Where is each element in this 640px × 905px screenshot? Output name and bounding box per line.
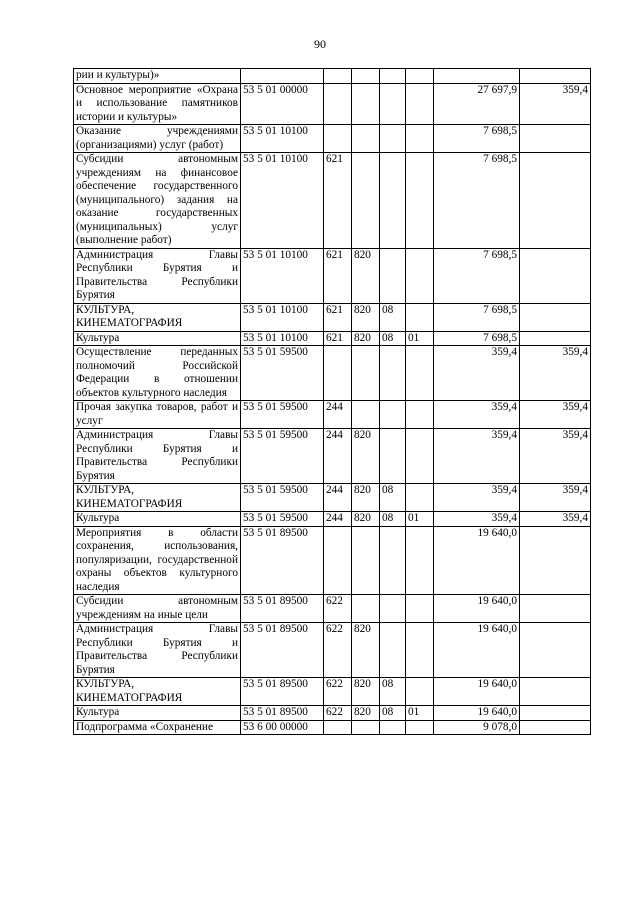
row-grbs-cell: 820 xyxy=(352,484,380,512)
row-grbs-cell: 820 xyxy=(352,623,380,678)
row-sum2-cell: 359,4 xyxy=(520,346,591,401)
row-rz-cell xyxy=(380,429,406,484)
table-row xyxy=(74,401,591,429)
row-sum1-cell: 19 640,0 xyxy=(434,595,520,623)
row-vr-cell: 244 xyxy=(324,429,352,484)
row-sum2-cell xyxy=(520,623,591,678)
table-row xyxy=(74,153,591,249)
row-name-cell: Осуществление переданных полномочий Российской Федерации в отношении объектов культурного наследия xyxy=(74,346,241,401)
row-grbs-cell: 820 xyxy=(352,429,380,484)
row-grbs-cell xyxy=(352,153,380,249)
row-code-cell: 53 5 01 89500 xyxy=(241,595,324,623)
row-sum1-cell: 359,4 xyxy=(434,429,520,484)
row-pr-cell xyxy=(406,153,434,249)
row-vr-cell: 621 xyxy=(324,153,352,249)
table-row xyxy=(74,706,591,721)
row-vr-cell: 244 xyxy=(324,484,352,512)
row-name-cell: КУЛЬТУРА, КИНЕМАТОГРАФИЯ xyxy=(74,303,241,331)
row-name-cell: Культура xyxy=(74,331,241,346)
row-grbs-cell xyxy=(352,125,380,153)
row-pr-cell xyxy=(406,83,434,125)
row-pr-cell xyxy=(406,484,434,512)
table-row xyxy=(74,248,591,303)
row-grbs-cell xyxy=(352,69,380,84)
row-vr-cell xyxy=(324,346,352,401)
row-rz-cell: 08 xyxy=(380,678,406,706)
row-rz-cell: 08 xyxy=(380,706,406,721)
row-name-cell: Подпрограмма «Сохранение xyxy=(74,720,241,735)
row-grbs-cell xyxy=(352,401,380,429)
row-vr-cell xyxy=(324,69,352,84)
row-grbs-cell: 820 xyxy=(352,303,380,331)
row-code-cell: 53 5 01 89500 xyxy=(241,623,324,678)
row-sum2-cell xyxy=(520,69,591,84)
row-vr-cell: 621 xyxy=(324,331,352,346)
table-row xyxy=(74,595,591,623)
row-sum2-cell xyxy=(520,678,591,706)
row-sum2-cell: 359,4 xyxy=(520,83,591,125)
row-name-cell: КУЛЬТУРА, КИНЕМАТОГРАФИЯ xyxy=(74,678,241,706)
row-pr-cell xyxy=(406,346,434,401)
table-row xyxy=(74,720,591,735)
row-name-cell: Основное мероприятие «Охрана и использование памятников истории и культуры» xyxy=(74,83,241,125)
row-sum2-cell: 359,4 xyxy=(520,484,591,512)
row-rz-cell xyxy=(380,595,406,623)
row-rz-cell: 08 xyxy=(380,331,406,346)
row-sum2-cell xyxy=(520,248,591,303)
row-sum2-cell xyxy=(520,331,591,346)
row-sum1-cell: 7 698,5 xyxy=(434,331,520,346)
row-vr-cell: 244 xyxy=(324,512,352,527)
table-row xyxy=(74,69,591,84)
row-sum1-cell xyxy=(434,69,520,84)
row-code-cell: 53 5 01 10100 xyxy=(241,125,324,153)
row-name-cell: КУЛЬТУРА, КИНЕМАТОГРАФИЯ xyxy=(74,484,241,512)
row-rz-cell xyxy=(380,83,406,125)
row-name-cell: Администрация Главы Республики Бурятия и Правительства Республики Бурятия xyxy=(74,248,241,303)
row-rz-cell: 08 xyxy=(380,303,406,331)
row-vr-cell xyxy=(324,125,352,153)
row-vr-cell: 622 xyxy=(324,595,352,623)
table-row xyxy=(74,331,591,346)
row-sum1-cell: 19 640,0 xyxy=(434,526,520,595)
table-row xyxy=(74,303,591,331)
row-code-cell: 53 5 01 89500 xyxy=(241,678,324,706)
row-vr-cell: 621 xyxy=(324,303,352,331)
row-sum1-cell: 27 697,9 xyxy=(434,83,520,125)
row-code-cell: 53 6 00 00000 xyxy=(241,720,324,735)
row-sum2-cell: 359,4 xyxy=(520,429,591,484)
row-pr-cell xyxy=(406,401,434,429)
row-sum2-cell: 359,4 xyxy=(520,401,591,429)
row-code-cell: 53 5 01 89500 xyxy=(241,706,324,721)
table-row xyxy=(74,623,591,678)
row-rz-cell: 08 xyxy=(380,484,406,512)
row-pr-cell xyxy=(406,125,434,153)
table-row xyxy=(74,429,591,484)
row-grbs-cell: 820 xyxy=(352,678,380,706)
row-code-cell: 53 5 01 10100 xyxy=(241,303,324,331)
row-sum1-cell: 9 078,0 xyxy=(434,720,520,735)
row-code-cell: 53 5 01 10100 xyxy=(241,153,324,249)
table-row xyxy=(74,526,591,595)
row-rz-cell xyxy=(380,623,406,678)
row-grbs-cell xyxy=(352,526,380,595)
row-pr-cell xyxy=(406,678,434,706)
row-sum1-cell: 19 640,0 xyxy=(434,706,520,721)
row-pr-cell xyxy=(406,526,434,595)
row-pr-cell: 01 xyxy=(406,706,434,721)
row-pr-cell: 01 xyxy=(406,331,434,346)
row-rz-cell xyxy=(380,526,406,595)
row-vr-cell xyxy=(324,83,352,125)
table-row xyxy=(74,512,591,527)
budget-table-body xyxy=(74,69,591,735)
row-rz-cell xyxy=(380,401,406,429)
page-number: 90 xyxy=(314,37,326,51)
row-vr-cell xyxy=(324,526,352,595)
row-sum1-cell: 7 698,5 xyxy=(434,303,520,331)
row-sum1-cell: 7 698,5 xyxy=(434,248,520,303)
table-row xyxy=(74,484,591,512)
row-name-cell: Культура xyxy=(74,706,241,721)
row-pr-cell xyxy=(406,595,434,623)
row-name-cell: Прочая закупка товаров, работ и услуг xyxy=(74,401,241,429)
row-sum1-cell: 19 640,0 xyxy=(434,678,520,706)
row-vr-cell: 244 xyxy=(324,401,352,429)
row-vr-cell: 621 xyxy=(324,248,352,303)
row-vr-cell xyxy=(324,720,352,735)
row-grbs-cell: 820 xyxy=(352,706,380,721)
row-sum2-cell xyxy=(520,125,591,153)
row-rz-cell xyxy=(380,69,406,84)
table-row xyxy=(74,346,591,401)
row-grbs-cell xyxy=(352,346,380,401)
row-name-cell: Администрация Главы Республики Бурятия и Правительства Республики Бурятия xyxy=(74,623,241,678)
row-grbs-cell xyxy=(352,595,380,623)
row-vr-cell: 622 xyxy=(324,623,352,678)
row-name-cell: Субсидии автономным учреждениям на финансовое обеспечение государственного (муниципального) задания на оказание государственных (муниципальных) услуг (выполнение работ) xyxy=(74,153,241,249)
row-code-cell: 53 5 01 59500 xyxy=(241,512,324,527)
row-rz-cell: 08 xyxy=(380,512,406,527)
row-rz-cell xyxy=(380,153,406,249)
row-rz-cell xyxy=(380,248,406,303)
row-grbs-cell: 820 xyxy=(352,248,380,303)
row-pr-cell xyxy=(406,429,434,484)
row-sum1-cell: 359,4 xyxy=(434,512,520,527)
table-row xyxy=(74,678,591,706)
row-code-cell xyxy=(241,69,324,84)
row-pr-cell xyxy=(406,623,434,678)
row-code-cell: 53 5 01 59500 xyxy=(241,484,324,512)
row-code-cell: 53 5 01 89500 xyxy=(241,526,324,595)
row-sum1-cell: 359,4 xyxy=(434,401,520,429)
row-sum2-cell: 359,4 xyxy=(520,512,591,527)
row-name-cell: Культура xyxy=(74,512,241,527)
row-pr-cell xyxy=(406,69,434,84)
row-grbs-cell xyxy=(352,83,380,125)
row-sum2-cell xyxy=(520,706,591,721)
row-name-cell: Субсидии автономным учреждениям на иные цели xyxy=(74,595,241,623)
row-sum1-cell: 359,4 xyxy=(434,484,520,512)
row-sum2-cell xyxy=(520,303,591,331)
row-name-cell: Администрация Главы Республики Бурятия и Правительства Республики Бурятия xyxy=(74,429,241,484)
row-sum1-cell: 7 698,5 xyxy=(434,125,520,153)
row-code-cell: 53 5 01 59500 xyxy=(241,401,324,429)
row-sum1-cell: 359,4 xyxy=(434,346,520,401)
row-sum2-cell xyxy=(520,595,591,623)
table-row xyxy=(74,83,591,125)
row-sum2-cell xyxy=(520,153,591,249)
row-sum1-cell: 7 698,5 xyxy=(434,153,520,249)
budget-table xyxy=(73,68,591,735)
row-grbs-cell xyxy=(352,720,380,735)
row-pr-cell xyxy=(406,720,434,735)
row-grbs-cell: 820 xyxy=(352,331,380,346)
row-name-cell: рии и культуры)» xyxy=(74,69,241,84)
row-pr-cell xyxy=(406,248,434,303)
row-sum1-cell: 19 640,0 xyxy=(434,623,520,678)
row-name-cell: Оказание учреждениями (организациями) услуг (работ) xyxy=(74,125,241,153)
row-code-cell: 53 5 01 10100 xyxy=(241,248,324,303)
row-code-cell: 53 5 01 59500 xyxy=(241,346,324,401)
row-rz-cell xyxy=(380,720,406,735)
row-sum2-cell xyxy=(520,526,591,595)
row-vr-cell: 622 xyxy=(324,706,352,721)
row-rz-cell xyxy=(380,346,406,401)
row-name-cell: Мероприятия в области сохранения, использования, популяризации, государственной охраны объектов культурного наследия xyxy=(74,526,241,595)
row-code-cell: 53 5 01 59500 xyxy=(241,429,324,484)
row-pr-cell: 01 xyxy=(406,512,434,527)
row-code-cell: 53 5 01 00000 xyxy=(241,83,324,125)
row-sum2-cell xyxy=(520,720,591,735)
row-vr-cell: 622 xyxy=(324,678,352,706)
row-code-cell: 53 5 01 10100 xyxy=(241,331,324,346)
row-pr-cell xyxy=(406,303,434,331)
row-rz-cell xyxy=(380,125,406,153)
row-grbs-cell: 820 xyxy=(352,512,380,527)
table-row xyxy=(74,125,591,153)
